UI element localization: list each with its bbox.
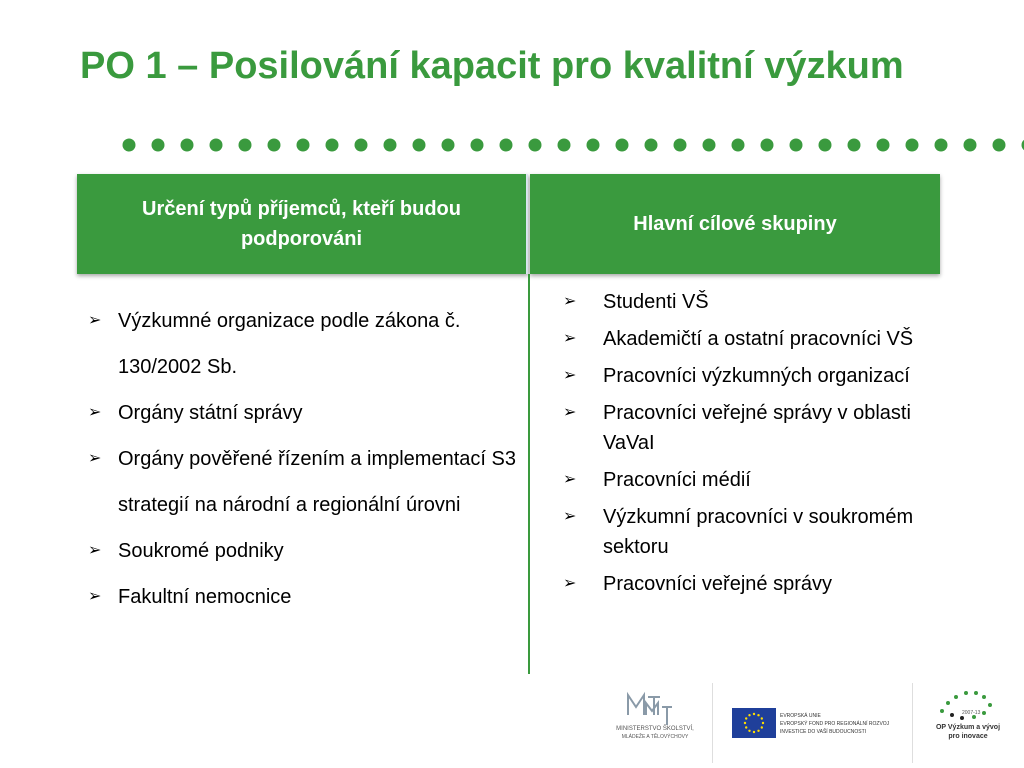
eu-star: [745, 717, 747, 719]
divider-dot: [500, 139, 513, 152]
list-item: ➢ Pracovníci veřejné správy v oblasti VaVaI: [563, 398, 933, 458]
arrow-bullet-icon: ➢: [88, 404, 102, 421]
divider-dot: [819, 139, 832, 152]
arrow-bullet-icon: ➢: [88, 588, 102, 605]
arrow-bullet-icon: ➢: [563, 330, 577, 347]
arrow-bullet-icon: ➢: [563, 508, 577, 525]
divider-dot: [181, 139, 194, 152]
divider-dot: [877, 139, 890, 152]
list-item: ➢ Pracovníci veřejné správy: [563, 569, 933, 599]
divider-dot: [906, 139, 919, 152]
divider-dot: [993, 139, 1006, 152]
eu-star: [744, 722, 746, 724]
divider-dot: [645, 139, 658, 152]
list-item: ➢ Orgány pověřené řízením a implementací S3 strategií na národní a regionální úrovni: [88, 436, 518, 528]
arrow-bullet-icon: ➢: [88, 312, 102, 329]
arrow-bullet-icon: ➢: [88, 450, 102, 467]
logo-separator: [712, 683, 713, 763]
arrow-bullet-icon: ➢: [563, 575, 577, 592]
divider-dot: [587, 139, 600, 152]
recipients-header: [77, 174, 528, 274]
op-years: 2007-13: [962, 710, 981, 716]
recipients-header-label: Určení typů příjemců, kteří budou podporováni: [142, 198, 461, 250]
divider-dot: [268, 139, 281, 152]
divider-dot: [935, 139, 948, 152]
eu-star: [757, 714, 759, 716]
eu-star: [761, 717, 763, 719]
eu-logo: [732, 680, 907, 765]
eu-star: [753, 713, 755, 715]
logo-separator: [912, 683, 913, 763]
arrow-bullet-icon: ➢: [563, 404, 577, 421]
op-text-2: pro inovace: [948, 733, 988, 740]
divider-dot: [761, 139, 774, 152]
divider-dot: [442, 139, 455, 152]
eu-star: [761, 726, 763, 728]
target-groups-header: [530, 174, 940, 274]
divider-dot: [471, 139, 484, 152]
list-item: ➢ Studenti VŠ: [563, 287, 933, 317]
divider-dot: [529, 139, 542, 152]
column-divider: [528, 274, 530, 674]
list-item: ➢ Pracovníci médií: [563, 465, 933, 495]
target-groups-header-label: Hlavní cílové skupiny: [633, 213, 837, 235]
divider-dot: [297, 139, 310, 152]
msmt-text-2: MLÁDEŽE A TĚLOVÝCHOVY: [621, 734, 689, 740]
dotted-divider: [120, 133, 1024, 157]
list-item: ➢ Výzkumní pracovníci v soukromém sektoru: [563, 502, 933, 562]
target-groups-list: [563, 287, 933, 606]
divider-dot: [239, 139, 252, 152]
eu-star: [762, 722, 764, 724]
list-item: ➢ Soukromé podniky: [88, 528, 518, 574]
divider-dot: [703, 139, 716, 152]
divider-dot: [326, 139, 339, 152]
divider-dot: [413, 139, 426, 152]
eu-star: [745, 726, 747, 728]
list-item: ➢ Výzkumné organizace podle zákona č. 130/2002 Sb.: [88, 298, 518, 390]
list-item: ➢ Fakultní nemocnice: [88, 574, 518, 620]
eu-text: EVROPSKÁ UNIE EVROPSKÝ FOND PRO REGIONÁLNÍ ROZVOJ INVESTICE DO VAŠÍ BUDOUCNOSTI: [780, 713, 890, 735]
recipients-list: [88, 298, 518, 620]
divider-dot: [964, 139, 977, 152]
eu-star: [753, 731, 755, 733]
divider-dot: [674, 139, 687, 152]
op-vvi-logo: [918, 680, 1018, 765]
divider-dot: [210, 139, 223, 152]
page-title: PO 1 – Posilování kapacit pro kvalitní výzkum: [80, 45, 904, 87]
eu-star: [757, 730, 759, 732]
list-item: ➢ Akademičtí a ostatní pracovníci VŠ: [563, 324, 933, 354]
divider-dot: [558, 139, 571, 152]
arrow-bullet-icon: ➢: [563, 293, 577, 310]
divider-dot: [355, 139, 368, 152]
eu-star: [748, 714, 750, 716]
eu-flag-icon: [732, 708, 776, 738]
msmt-text-1: MINISTERSTVO ŠKOLSTVÍ,: [616, 726, 694, 732]
divider-dot: [384, 139, 397, 152]
op-text-1: OP Výzkum a vývoj: [935, 724, 1001, 731]
msmt-logo: [590, 680, 720, 765]
divider-dot: [616, 139, 629, 152]
divider-dot: [123, 139, 136, 152]
divider-dot: [732, 139, 745, 152]
divider-dot: [790, 139, 803, 152]
list-item: ➢ Orgány státní správy: [88, 390, 518, 436]
arrow-bullet-icon: ➢: [563, 367, 577, 384]
divider-dot: [152, 139, 165, 152]
arrow-bullet-icon: ➢: [88, 542, 102, 559]
arrow-bullet-icon: ➢: [563, 471, 577, 488]
list-item: ➢ Pracovníci výzkumných organizací: [563, 361, 933, 391]
eu-star: [748, 730, 750, 732]
divider-dot: [848, 139, 861, 152]
